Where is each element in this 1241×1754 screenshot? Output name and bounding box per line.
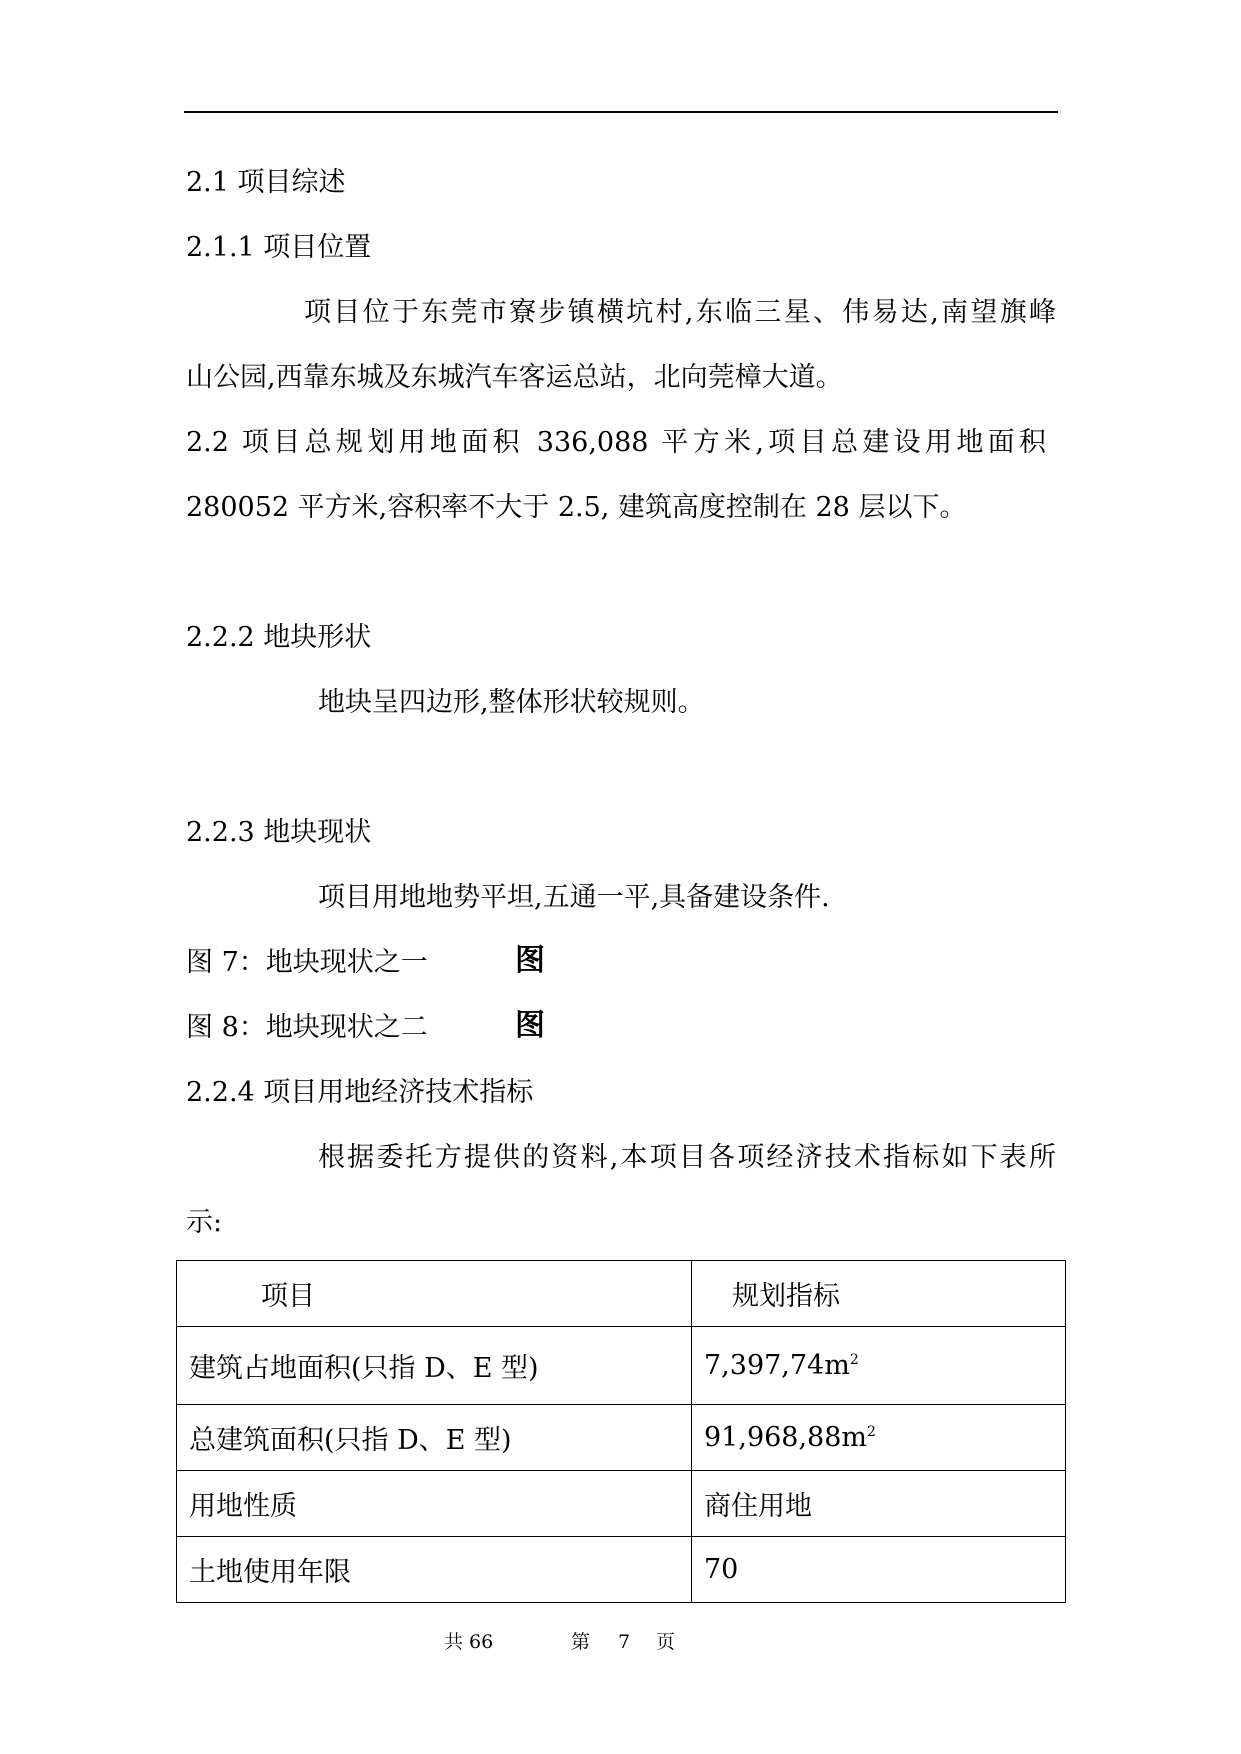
table-cell-value-text: 91,968,88m: [704, 1422, 868, 1453]
table-cell-item: 总建筑面积(只指 D、E 型): [177, 1405, 692, 1471]
section-2-1-1-title: 2.1.1 项目位置: [186, 232, 372, 263]
section-2-2-line2: 280052 平方米,容积率不大于 2.5, 建筑高度控制在 28 层以下。: [186, 492, 967, 523]
footer-page-prefix: 第: [571, 1631, 591, 1653]
table-header-value: 规划指标: [692, 1261, 1066, 1327]
table-cell-item: 土地使用年限: [177, 1537, 692, 1603]
figure-7-caption: 图 7：地块现状之一: [186, 947, 428, 978]
table-row: [177, 1327, 1066, 1405]
section-2-1-title: 2.1 项目综述: [186, 167, 346, 198]
status-para: 项目用地地势平坦,五通一平,具备建设条件.: [318, 882, 830, 913]
table-cell-value: [692, 1405, 1066, 1471]
section-2-2-4-title: 2.2.4 项目用地经济技术指标: [186, 1077, 534, 1108]
table-header-item: 项目: [177, 1261, 692, 1327]
figure-7-placeholder: 图: [515, 943, 545, 978]
shape-para: 地块呈四边形,整体形状较规则。: [318, 687, 705, 718]
section-2-2-2-title: 2.2.2 地块形状: [186, 622, 372, 653]
section-2-2-3-title: 2.2.3 地块现状: [186, 817, 372, 848]
footer-page-suffix: 页: [656, 1631, 676, 1653]
unit-superscript: 2: [849, 1352, 859, 1368]
location-para-line1: 项目位于东莞市寮步镇横坑村,东临三星、伟易达,南望旗峰: [304, 297, 1056, 328]
table-row: [177, 1405, 1066, 1471]
footer-page-number: 7: [618, 1631, 631, 1653]
table-header-row: [177, 1261, 1066, 1327]
indicators-para-line1: 根据委托方提供的资料,本项目各项经济技术指标如下表所: [318, 1142, 1056, 1173]
table-cell-value: 70: [692, 1537, 1066, 1603]
indicators-para-line2: 示:: [186, 1207, 223, 1238]
section-2-2-line1: 2.2 项目总规划用地面积 336,088 平方米,项目总建设用地面积: [186, 427, 1046, 458]
table-cell-value-text: 7,397,74m: [704, 1350, 850, 1381]
table-cell-item: 建筑占地面积(只指 D、E 型): [177, 1327, 692, 1405]
location-para-line2: 山公园,西靠东城及东城汽车客运总站，北向莞樟大道。: [186, 362, 843, 393]
unit-superscript: 2: [867, 1424, 876, 1440]
table-cell-item: 用地性质: [177, 1471, 692, 1537]
table-cell-value: [692, 1327, 1066, 1405]
table-row: [177, 1471, 1066, 1537]
table-row: [177, 1537, 1066, 1603]
header-rule: [184, 111, 1058, 113]
figure-8-caption: 图 8：地块现状之二: [186, 1012, 428, 1043]
indicators-table: [176, 1260, 1066, 1603]
table-cell-value: 商住用地: [692, 1471, 1066, 1537]
figure-8-placeholder: 图: [515, 1008, 545, 1043]
footer-total-pages: 共 66: [444, 1631, 494, 1653]
